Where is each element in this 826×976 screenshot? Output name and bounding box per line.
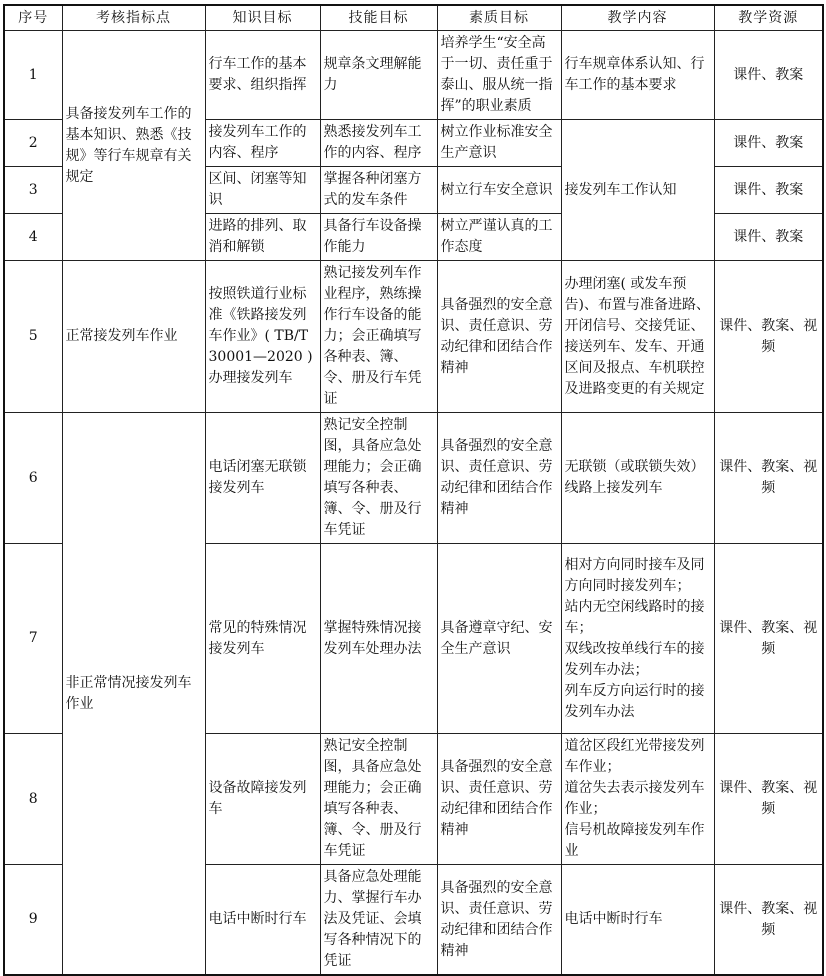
resources-cell: 课件、教案 bbox=[714, 167, 823, 214]
content-cell: 接发列车工作认知 bbox=[561, 120, 714, 261]
skill-cell: 规章条文理解能力 bbox=[320, 31, 437, 120]
quality-cell: 具备强烈的安全意识、责任意识、劳动纪律和团结合作精神 bbox=[437, 734, 561, 865]
row-number: 7 bbox=[4, 544, 62, 734]
row-number: 1 bbox=[4, 31, 62, 120]
content-line: 双线改按单线行车的接发列车办法； bbox=[564, 640, 705, 678]
col-header-content: 教学内容 bbox=[561, 5, 714, 31]
row-number: 3 bbox=[4, 167, 62, 214]
table-row bbox=[4, 31, 823, 120]
indicator-cell: 非正常情况接发列车作业 bbox=[62, 413, 205, 976]
quality-cell: 培养学生“安全高于一切、责任重于泰山、服从统一指挥”的职业素质 bbox=[437, 31, 561, 120]
skill-cell: 具备行车设备操作能力 bbox=[320, 214, 437, 261]
quality-cell: 树立严谨认真的工作态度 bbox=[437, 214, 561, 261]
row-number: 4 bbox=[4, 214, 62, 261]
quality-cell: 具备强烈的安全意识、责任意识、劳动纪律和团结合作精神 bbox=[437, 413, 561, 544]
syllabus-table bbox=[3, 4, 824, 976]
knowledge-cell: 行车工作的基本要求、组织指挥 bbox=[205, 31, 320, 120]
resources-cell: 课件、教案 bbox=[714, 120, 823, 167]
content-cell: 办理闭塞( 或发车预告)、布置与准备进路、开闭信号、交接凭证、接送列车、发车、开通区间及报点、车机联控及进路变更的有关规定 bbox=[561, 261, 714, 413]
content-line: 列车反方向运行时的接发列车办法 bbox=[564, 682, 705, 720]
col-header-indicator: 考核指标点 bbox=[62, 5, 205, 31]
col-header-resources: 教学资源 bbox=[714, 5, 823, 31]
row-number: 2 bbox=[4, 120, 62, 167]
row-number: 8 bbox=[4, 734, 62, 865]
knowledge-cell: 按照铁道行业标准《铁路接发列车作业》( TB/T 30001—2020 ) 办理接发列车 bbox=[205, 261, 320, 413]
skill-cell: 熟记安全控制图，具备应急处理能力；会正确填写各种表、簿、令、册及行车凭证 bbox=[320, 413, 437, 544]
resources-cell: 课件、教案 bbox=[714, 31, 823, 120]
table-row bbox=[4, 413, 823, 544]
knowledge-cell: 设备故障接发列车 bbox=[205, 734, 320, 865]
content-line: 站内无空闲线路时的接车； bbox=[564, 598, 705, 636]
table-row bbox=[4, 261, 823, 413]
skill-cell: 熟记安全控制图，具备应急处理能力；会正确填写各种表、簿、令、册及行车凭证 bbox=[320, 734, 437, 865]
quality-cell: 具备遵章守纪、安全生产意识 bbox=[437, 544, 561, 734]
quality-cell: 树立作业标准安全生产意识 bbox=[437, 120, 561, 167]
knowledge-cell: 区间、闭塞等知识 bbox=[205, 167, 320, 214]
resources-cell: 课件、教案、视频 bbox=[714, 865, 823, 976]
quality-cell: 树立行车安全意识 bbox=[437, 167, 561, 214]
resources-cell: 课件、教案、视频 bbox=[714, 734, 823, 865]
resources-cell: 课件、教案、视频 bbox=[714, 261, 823, 413]
content-line: 信号机故障接发列车作业 bbox=[564, 822, 705, 859]
resources-cell: 课件、教案 bbox=[714, 214, 823, 261]
skill-cell: 掌握各种闭塞方式的发车条件 bbox=[320, 167, 437, 214]
row-number: 9 bbox=[4, 865, 62, 976]
knowledge-cell: 电话闭塞无联锁接发列车 bbox=[205, 413, 320, 544]
resources-cell: 课件、教案、视频 bbox=[714, 413, 823, 544]
content-line: 相对方向同时接车及同方向同时接发列车； bbox=[564, 556, 705, 594]
col-header-quality: 素质目标 bbox=[437, 5, 561, 31]
indicator-cell: 具备接发列车工作的基本知识、熟悉《技规》等行车规章有关规定 bbox=[62, 31, 205, 261]
content-line: 道岔失去表示接发列车作业； bbox=[564, 780, 705, 817]
skill-cell: 熟记接发列车作业程序，熟练操作行车设备的能力；会正确填写各种表、簿、令、册及行车凭证 bbox=[320, 261, 437, 413]
content-cell: 无联锁（或联锁失效）线路上接发列车 bbox=[561, 413, 714, 544]
indicator-cell: 正常接发列车作业 bbox=[62, 261, 205, 413]
skill-cell: 具备应急处理能力、掌握行车办法及凭证、会填写各种情况下的凭证 bbox=[320, 865, 437, 976]
knowledge-cell: 常见的特殊情况接发列车 bbox=[205, 544, 320, 734]
quality-cell: 具备强烈的安全意识、责任意识、劳动纪律和团结合作精神 bbox=[437, 261, 561, 413]
content-cell bbox=[561, 544, 714, 734]
skill-cell: 掌握特殊情况接发列车处理办法 bbox=[320, 544, 437, 734]
quality-cell: 具备强烈的安全意识、责任意识、劳动纪律和团结合作精神 bbox=[437, 865, 561, 976]
col-header-skill: 技能目标 bbox=[320, 5, 437, 31]
skill-cell: 熟悉接发列车工作的内容、程序 bbox=[320, 120, 437, 167]
col-header-no: 序号 bbox=[4, 5, 62, 31]
content-cell bbox=[561, 734, 714, 865]
resources-cell: 课件、教案、视频 bbox=[714, 544, 823, 734]
row-number: 6 bbox=[4, 413, 62, 544]
knowledge-cell: 电话中断时行车 bbox=[205, 865, 320, 976]
knowledge-cell: 进路的排列、取消和解锁 bbox=[205, 214, 320, 261]
content-line: 道岔区段红光带接发列车作业； bbox=[564, 738, 705, 775]
content-cell: 电话中断时行车 bbox=[561, 865, 714, 976]
header-row bbox=[4, 5, 823, 31]
row-number: 5 bbox=[4, 261, 62, 413]
content-cell: 行车规章体系认知、行车工作的基本要求 bbox=[561, 31, 714, 120]
knowledge-cell: 接发列车工作的内容、程序 bbox=[205, 120, 320, 167]
col-header-knowledge: 知识目标 bbox=[205, 5, 320, 31]
